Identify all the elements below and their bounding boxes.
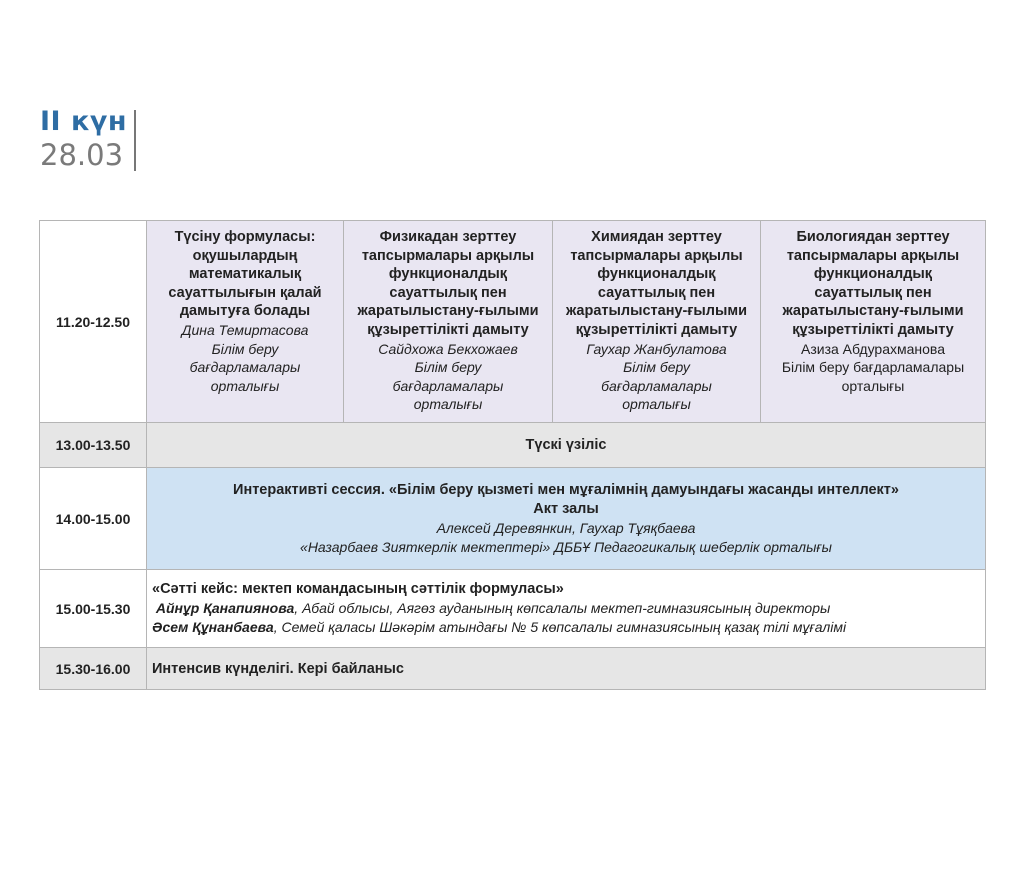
- header-divider: [134, 110, 136, 171]
- session-title: «Сәтті кейс: мектеп командасының сәттілік формуласы»: [152, 581, 564, 597]
- speaker-name: Айнұр Қанапиянова: [155, 600, 295, 616]
- session-title: Биологиядан зерттеу тапсырмалары арқылы функционалдық сауаттылық пен жаратылыстану-ғылыми құзыреттілікті дамыту: [782, 229, 964, 338]
- session-title: Физикадан зерттеу тапсырмалары арқылы функционалдық сауаттылық пен жаратылыстану-ғылыми құзыреттілікті дамыту: [357, 229, 539, 338]
- speaker-desc: , Абай облысы, Аягөз ауданының көпсалалы мектеп-гимназиясының директоры: [294, 600, 831, 616]
- lunch-break-label: Түскі үзіліс: [147, 423, 986, 468]
- schedule-row-parallel: [40, 221, 986, 423]
- time-cell: 15.00-15.30: [40, 570, 147, 648]
- speaker-name: Әсем Құнанбаева: [152, 619, 274, 635]
- session-cell-biology: [761, 221, 986, 423]
- time-cell: 11.20-12.50: [40, 221, 147, 423]
- session-org: Білім беру бағдарламалары орталығы: [781, 359, 965, 394]
- case-speaker-2: [152, 618, 981, 637]
- day-header: [40, 106, 127, 172]
- speaker-desc: , Семей қаласы Шәкәрім атындағы № 5 көпсалалы гимназиясының қазақ тілі мұғалімі: [273, 619, 847, 635]
- session-org: Білім беру бағдарламалары орталығы: [392, 359, 504, 413]
- case-speaker-1: [152, 599, 981, 618]
- session-title: Түсіну формуласы: оқушылардың математикалық сауаттылығын қалай дамытуға болады: [168, 229, 322, 320]
- session-speaker: Сайдхожа Бекхожаев: [378, 340, 518, 357]
- session-org: Білім беру бағдарламалары орталығы: [189, 340, 301, 394]
- day-date: 28.03: [40, 138, 124, 172]
- session-cell-physics: [344, 221, 553, 423]
- schedule-row-case: [40, 570, 986, 648]
- day-title: II күн: [40, 106, 128, 137]
- time-cell: 15.30-16.00: [40, 648, 147, 690]
- session-speaker: Дина Темиртасова: [181, 321, 309, 338]
- session-speaker: Алексей Деревянкин, Гаухар Тұяқбаева: [436, 519, 696, 536]
- schedule-table: [39, 220, 986, 690]
- session-title: Интерактивті сессия. «Білім беру қызметі мен мұғалімнің дамуындағы жасанды интеллект»: [233, 481, 899, 498]
- session-speaker: Гаухар Жанбулатова: [586, 340, 727, 357]
- session-title: Химиядан зерттеу тапсырмалары арқылы функционалдық сауаттылық пен жаратылыстану-ғылыми құзыреттілікті дамыту: [565, 229, 748, 338]
- session-speaker: Азиза Абдурахманова: [801, 340, 945, 357]
- time-cell: 13.00-13.50: [40, 423, 147, 468]
- session-cell-chemistry: [553, 221, 761, 423]
- schedule-row-lunch: [40, 423, 986, 468]
- session-room: Акт залы: [533, 500, 599, 517]
- session-org: «Назарбаев Зияткерлік мектептері» ДББҰ Педагогикалық шеберлік орталығы: [300, 538, 832, 555]
- feedback-label: Интенсив күнделігі. Кері байланыс: [147, 648, 986, 690]
- session-org: Білім беру бағдарламалары орталығы: [601, 359, 712, 413]
- session-cell-math: [147, 221, 344, 423]
- case-session-cell: [147, 570, 986, 648]
- time-cell: 14.00-15.00: [40, 468, 147, 570]
- schedule-row-feedback: [40, 648, 986, 690]
- schedule-row-interactive: [40, 468, 986, 570]
- interactive-session-cell: [147, 468, 986, 570]
